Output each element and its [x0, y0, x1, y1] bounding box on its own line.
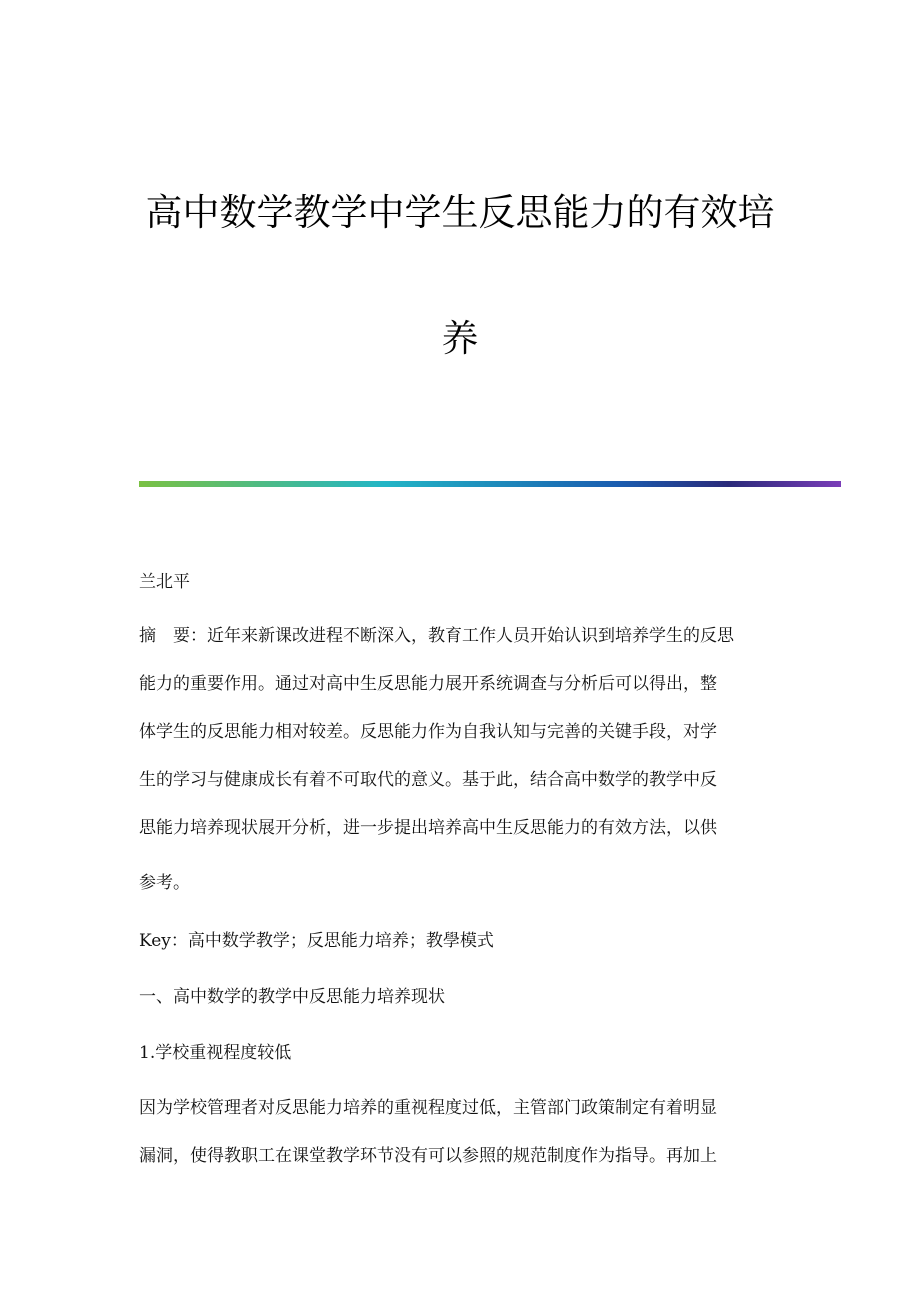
- author-name: 兰北平: [139, 572, 190, 592]
- abstract-line-1: 摘 要：近年来新课改进程不断深入，教育工作人员开始认识到培养学生的反思: [139, 626, 734, 646]
- document-title-line-2: 养: [441, 317, 479, 360]
- abstract-line-5: 思能力培养现状展开分析，进一步提出培养高中生反思能力的有效方法，以供: [139, 818, 717, 838]
- abstract-line-6: 参考。: [139, 873, 190, 893]
- keywords: Key：高中数学教学；反思能力培养；教學模式: [139, 931, 494, 951]
- subsection-heading: 1.学校重视程度较低: [139, 1043, 292, 1063]
- gradient-divider: [139, 481, 841, 487]
- paragraph-line-1: 因为学校管理者对反思能力培养的重视程度过低，主管部门政策制定有着明显: [139, 1098, 717, 1118]
- abstract-line-3: 体学生的反思能力相对较差。反思能力作为自我认知与完善的关键手段，对学: [139, 722, 717, 742]
- abstract-line-4: 生的学习与健康成长有着不可取代的意义。基于此，结合高中数学的教学中反: [139, 770, 717, 790]
- abstract-line-2: 能力的重要作用。通过对高中生反思能力展开系统调查与分析后可以得出，整: [139, 674, 717, 694]
- document-title-line-1: 高中数学教学中学生反思能力的有效培: [145, 191, 775, 234]
- section-heading: 一、高中数学的教学中反思能力培养现状: [139, 987, 445, 1007]
- paragraph-line-2: 漏洞，使得教职工在课堂教学环节没有可以参照的规范制度作为指导。再加上: [139, 1146, 717, 1166]
